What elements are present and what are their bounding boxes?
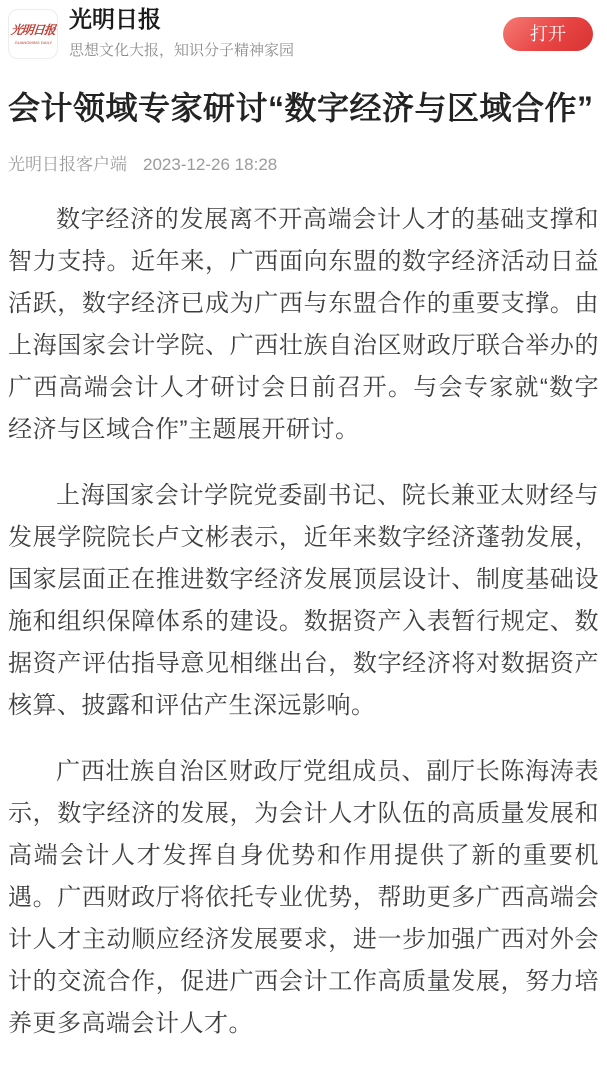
article-title: 会计领域专家研讨“数字经济与区域合作” bbox=[8, 90, 594, 126]
article-paragraph: 上海国家会计学院党委副书记、院长兼亚太财经与发展学院院长卢文彬表示，近年来数字经济蓬勃发展，国家层面正在推进数字经济发展顶层设计、制度基础设施和组织保障体系的建设。数据资产入表暂行规定、数据资产评估指导意见相继出台，数字经济将对数据资产核算、披露和评估产生深远影响。 bbox=[8, 482, 599, 719]
guangming-daily-logo[interactable] bbox=[8, 9, 58, 59]
logo-calligraphy-text: 光明日报 bbox=[10, 23, 56, 37]
article-paragraph: 数字经济的发展离不开高端会计人才的基础支撑和智力支持。近年来，广西面向东盟的数字经济活动日益活跃，数字经济已成为广西与东盟合作的重要支撑。由上海国家会计学院、广西壮族自治区财政厅联合举办的广西高端会计人才研讨会日前召开。与会专家就“数字经济与区域合作”主题展开研讨。 bbox=[8, 206, 599, 443]
article-paragraph: 广西壮族自治区财政厅党组成员、副厅长陈海涛表示，数字经济的发展，为会计人才队伍的高质量发展和高端会计人才发挥自身优势和作用提供了新的重要机遇。广西财政厅将依托专业优势，帮助更多广西高端会计人才主动顺应经济发展要求，进一步加强广西对外会计的交流合作，促进广西会计工作高质量发展，努力培养更多高端会计人才。 bbox=[8, 758, 599, 1037]
open-app-button[interactable]: 打开 bbox=[503, 17, 593, 51]
logo-english-text: GUANGMING DAILY bbox=[14, 40, 52, 46]
header-text-block bbox=[69, 7, 503, 59]
article-body bbox=[8, 199, 599, 1045]
app-header bbox=[8, 0, 599, 60]
article-datetime: 2023-12-26 18:28 bbox=[143, 155, 278, 174]
article-source: 光明日报客户端 bbox=[8, 155, 127, 174]
article-byline bbox=[8, 150, 599, 175]
app-name: 光明日报 bbox=[69, 7, 161, 33]
app-tagline: 思想文化大报，知识分子精神家园 bbox=[69, 41, 295, 59]
